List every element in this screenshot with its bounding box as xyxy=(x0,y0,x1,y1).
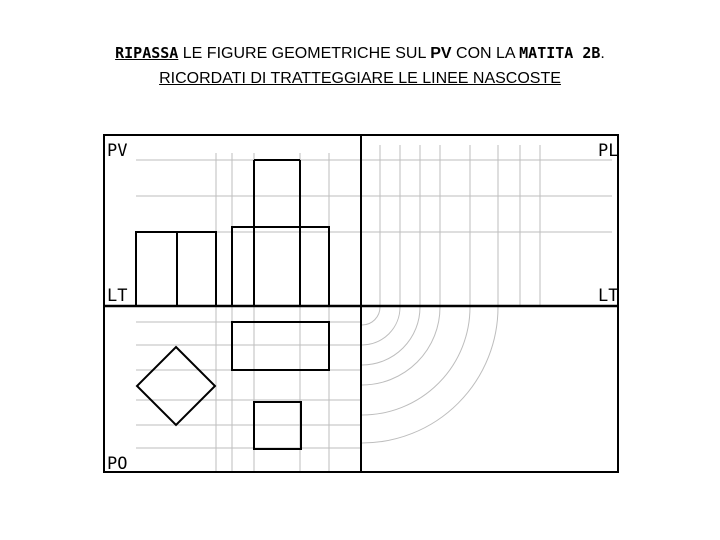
frame xyxy=(104,135,618,472)
construction-lines xyxy=(136,145,612,472)
pv-rectangle-middle xyxy=(177,232,216,306)
pv-base-rectangle xyxy=(232,227,329,306)
po-rectangle xyxy=(232,322,329,370)
label-lt-left: LT xyxy=(107,286,128,306)
transfer-arc xyxy=(362,307,470,415)
instruction-pv: PV xyxy=(430,45,452,62)
label-pl: PL xyxy=(598,141,619,161)
instruction-text-b: CON LA xyxy=(451,45,520,62)
instruction-period: . xyxy=(600,45,605,62)
label-po: PO xyxy=(107,454,128,474)
instruction-matita: MATITA 2B xyxy=(519,44,601,62)
transfer-arc xyxy=(362,307,420,365)
pv-rectangle-left xyxy=(136,232,177,306)
instruction-line-2: RICORDATI DI TRATTEGGIARE LE LINEE NASCOSTE xyxy=(159,70,561,87)
transfer-arc xyxy=(362,307,440,385)
label-pv: PV xyxy=(107,141,128,161)
po-diamond xyxy=(137,347,215,425)
transfer-arc xyxy=(362,307,498,443)
transfer-arc xyxy=(362,307,380,325)
instruction-text-a: LE FIGURE GEOMETRICHE SUL xyxy=(178,45,431,62)
label-lt-right: LT xyxy=(598,286,619,306)
instruction-ripassa: RIPASSA xyxy=(115,44,179,62)
transfer-arc xyxy=(362,307,400,345)
